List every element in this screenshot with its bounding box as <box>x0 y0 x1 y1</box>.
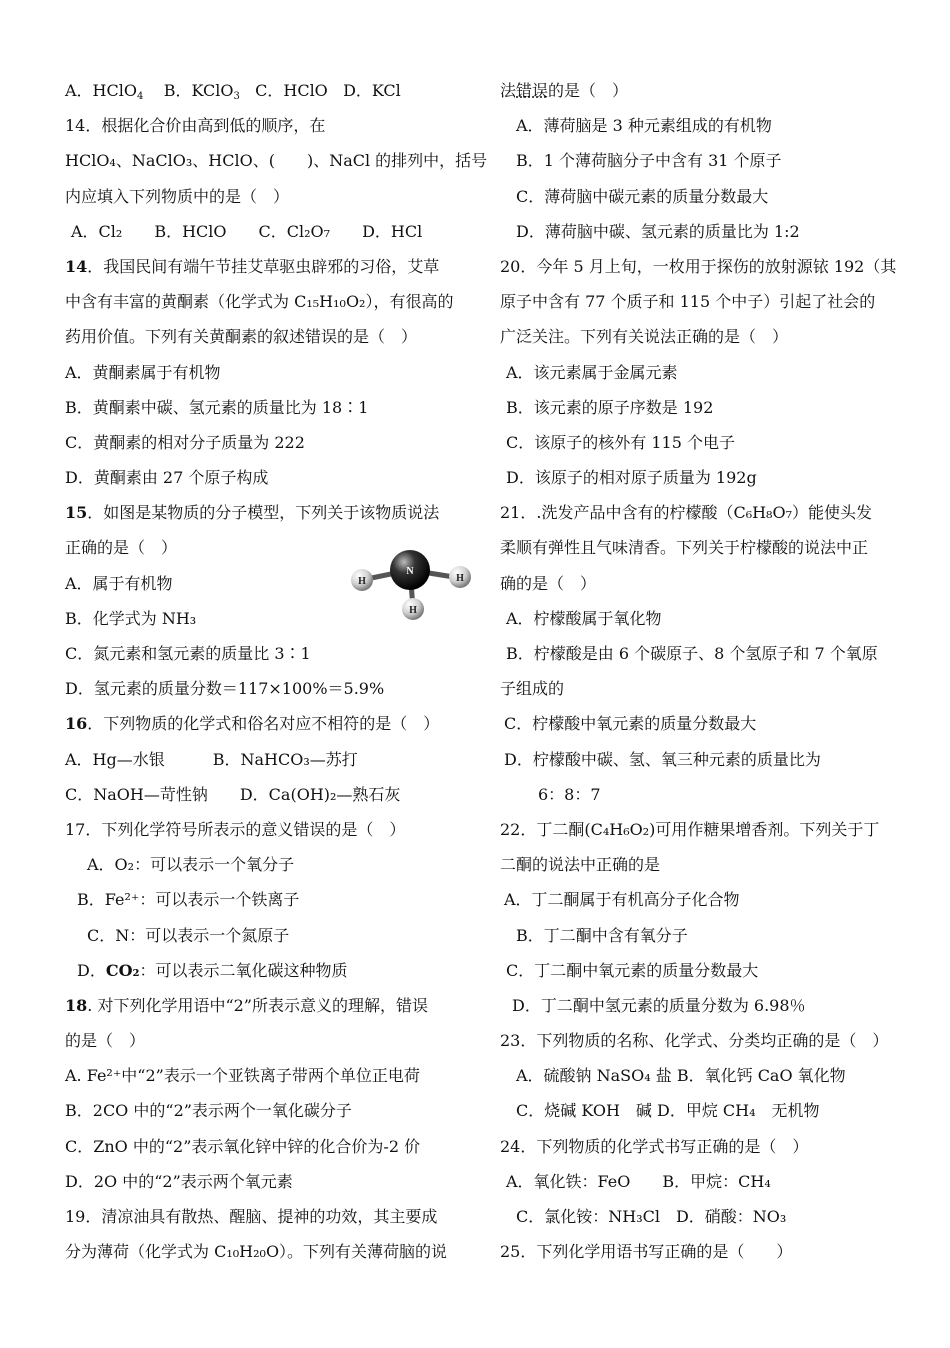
q19-stem-1: 19．清凉油具有散热、醒脑、提神的功效，其主要成 <box>65 1207 438 1226</box>
q20-option-b: B．该元素的原子序数是 192 <box>506 397 714 417</box>
q20-option-c: C．该原子的核外有 115 个电子 <box>506 432 735 452</box>
q24-options-ab: A．氧化铁：FeO B．甲烷：CH₄ <box>506 1171 771 1191</box>
q15-option-b: B．化学式为 NH₃ <box>65 608 197 628</box>
q20-stem-2: 原子中含有 77 个质子和 115 个中子）引起了社会的 <box>500 292 876 312</box>
q17-option-d: D．CO₂：可以表示二氧化碳这种物质 <box>77 960 348 980</box>
q20-option-d: D．该原子的相对原子质量为 192g <box>506 468 757 488</box>
q14b-stem-3: 药用价值。下列有关黄酮素的叙述错误的是（ ） <box>65 327 418 347</box>
q22-option-b: B．丁二酮中含有氧分子 <box>516 925 688 945</box>
q14b-option-d: D．黄酮素由 27 个原子构成 <box>65 468 269 488</box>
left-column <box>65 73 488 1269</box>
q22-stem-1: 22．丁二酮(C₄H₆O₂)可用作糖果增香剂。下列关于丁 <box>500 819 880 839</box>
ammonia-molecule-model <box>345 542 475 622</box>
q15-option-d: D．氢元素的质量分数＝117×100%＝5.9% <box>65 679 385 699</box>
q19-option-d: D．薄荷脑中碳、氢元素的质量比为 1:2 <box>516 221 800 241</box>
q19-option-b: B．1 个薄荷脑分子中含有 31 个原子 <box>516 151 782 171</box>
q14b-option-c: C．黄酮素的相对分子质量为 222 <box>65 432 305 452</box>
q18-stem-1: 18. 对下列化学用语中“2”所表示意义的理解，错误 <box>65 995 428 1015</box>
atom-label-h-bottom: H <box>409 605 417 616</box>
q19-stem-2: 分为薄荷（化学式为 C₁₀H₂₀O）。下列有关薄荷脑的说 <box>65 1242 448 1262</box>
q14a-stem-2: HClO₄、NaClO₃、HClO、( )、NaCl 的排列中，括号 <box>65 151 488 171</box>
q20-stem-1: 20．今年 5 月上旬，一枚用于探伤的放射源铱 192（其 <box>500 256 897 276</box>
q14b-option-a: A．黄酮素属于有机物 <box>65 362 221 382</box>
q21-option-b-2: 子组成的 <box>500 679 565 699</box>
right-column <box>500 73 895 1269</box>
q16-options-cd: C．NaOH—苛性钠 D．Ca(OH)₂—熟石灰 <box>65 784 401 804</box>
atom-label-h-right: H <box>456 573 464 584</box>
q15-option-c: C．氮元素和氢元素的质量比 3∶1 <box>65 644 311 663</box>
q19-option-c: C．薄荷脑中碳元素的质量分数最大 <box>516 186 769 206</box>
q24-stem: 24．下列物质的化学式书写正确的是（ ） <box>500 1136 809 1156</box>
q21-stem-1: 21．.洗发产品中含有的柠檬酸（C₆H₈O₇）能使头发 <box>500 503 873 523</box>
q21-option-b-1: B．柠檬酸是由 6 个碳原子、8 个氢原子和 7 个氧原 <box>506 644 878 663</box>
q21-option-c: C．柠檬酸中氧元素的质量分数最大 <box>504 714 757 734</box>
q22-option-a: A．丁二酮属于有机高分子化合物 <box>504 890 740 910</box>
atom-label-h-left: H <box>358 576 366 587</box>
q18-option-b: B．2CO 中的“2”表示两个一氧化碳分子 <box>65 1101 352 1121</box>
q18-stem-2: 的是（ ） <box>65 1031 146 1051</box>
q15-stem-2: 正确的是（ ） <box>65 538 178 558</box>
q14a-stem-3: 内应填入下列物质中的是（ ） <box>65 186 290 206</box>
q19-option-a: A．薄荷脑是 3 种元素组成的有机物 <box>516 116 772 136</box>
atom-label-n: N <box>406 566 414 577</box>
q14b-stem-1: 14．我国民间有端午节挂艾草驱虫辟邪的习俗，艾草 <box>65 256 440 276</box>
q15-option-a: A．属于有机物 <box>65 573 173 593</box>
q14a-options: A．Cl₂ B．HClO C．Cl₂O₇ D．HCl <box>71 221 423 241</box>
q14b-option-b: B．黄酮素中碳、氢元素的质量比为 18∶1 <box>65 397 369 417</box>
q17-option-b: B．Fe²⁺：可以表示一个铁离子 <box>77 890 300 910</box>
q17-option-c: C．N：可以表示一个氮原子 <box>87 925 290 945</box>
q14b-stem-2: 中含有丰富的黄酮素（化学式为 C₁₅H₁₀O₂），有很高的 <box>65 292 454 312</box>
q19-stem-3: 法错误的是（ ） <box>500 81 629 100</box>
q18-option-a: A. Fe²⁺中“2”表示一个亚铁离子带两个单位正电荷 <box>65 1066 420 1086</box>
q23-stem: 23．下列物质的名称、化学式、分类均正确的是（ ） <box>500 1031 889 1051</box>
q16-stem: 16．下列物质的化学式和俗名对应不相符的是（ ） <box>65 714 440 734</box>
q20-stem-3: 广泛关注。下列有关说法正确的是（ ） <box>500 327 789 347</box>
q21-option-a: A．柠檬酸属于氧化物 <box>506 608 662 628</box>
q24-options-cd: C．氯化铵：NH₃Cl D．硝酸：NO₃ <box>516 1207 787 1226</box>
q20-option-a: A．该元素属于金属元素 <box>506 362 678 382</box>
q17-stem: 17．下列化学符号所表示的意义错误的是（ ） <box>65 819 406 839</box>
q22-option-c: C．丁二酮中氧元素的质量分数最大 <box>506 960 759 980</box>
q21-stem-2: 柔顺有弹性且气味清香。下列关于柠檬酸的说法中正 <box>500 538 869 558</box>
q14a-stem-1: 14．根据化合价由高到低的顺序，在 <box>65 116 326 136</box>
q13-options: A．HClO$_4$ B．KClO$_3$ C．HClO D．KCl <box>65 81 401 102</box>
q23-options-cd: C．烧碱 KOH 碱 D．甲烷 CH₄ 无机物 <box>516 1101 820 1121</box>
q17-option-a: A．O₂：可以表示一个氧分子 <box>87 855 295 875</box>
q22-stem-2: 二酮的说法中正确的是 <box>500 855 661 875</box>
q21-stem-3: 确的是（ ） <box>500 573 597 593</box>
q18-option-c: C．ZnO 中的“2”表示氧化锌中锌的化合价为-2 价 <box>65 1136 421 1156</box>
q15-stem-1: 15．如图是某物质的分子模型，下列关于该物质说法 <box>65 503 440 523</box>
q16-options-ab: A．Hg—水银 B．NaHCO₃—苏打 <box>65 749 358 769</box>
q23-options-ab: A．硫酸钠 NaSO₄ 盐 B．氧化钙 CaO 氧化物 <box>516 1066 846 1086</box>
q18-option-d: D．2O 中的“2”表示两个氧元素 <box>65 1171 293 1191</box>
q21-option-d-1: D．柠檬酸中碳、氢、氧三种元素的质量比为 <box>504 749 821 769</box>
q25-stem: 25．下列化学用语书写正确的是（ ） <box>500 1242 793 1262</box>
q22-option-d: D．丁二酮中氢元素的质量分数为 6.98％ <box>512 995 806 1015</box>
q21-option-d-2: 6：8：7 <box>538 784 601 804</box>
